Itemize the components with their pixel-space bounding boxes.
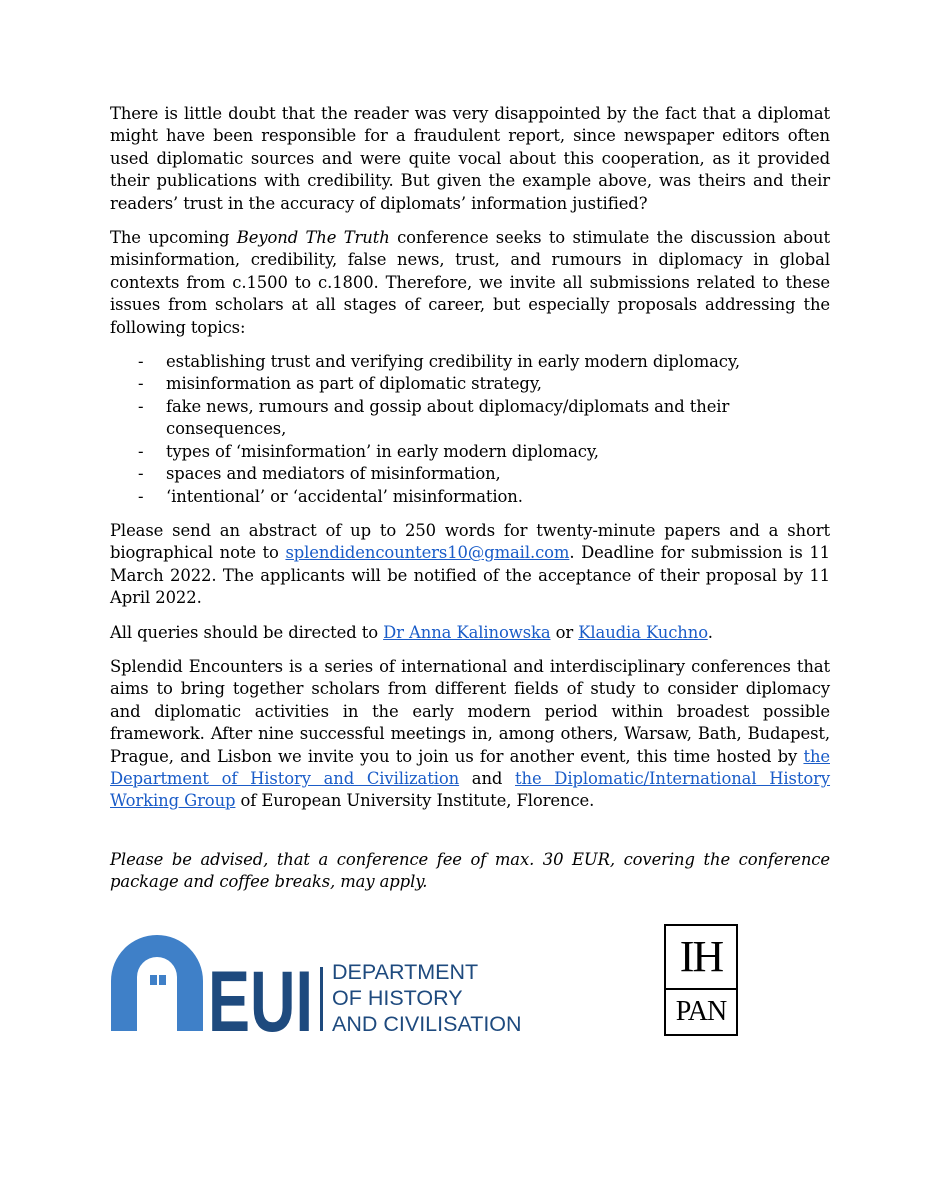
email-link[interactable]: splendidencounters10@gmail.com (285, 543, 570, 563)
text-span: . (707, 622, 713, 642)
list-item (110, 486, 830, 508)
contact-link-kalinowska[interactable]: Dr Anna Kalinowska (383, 622, 551, 642)
conference-title: Beyond The Truth (236, 228, 390, 248)
eui-window (150, 975, 157, 985)
dash-bullet: - (138, 486, 144, 506)
eui-window (159, 975, 166, 985)
text-span: or (550, 622, 579, 642)
eui-logo (111, 935, 531, 1035)
topic-text: misinformation as part of diplomatic strategy, (166, 374, 542, 394)
text-span: All queries should be directed to (110, 622, 384, 642)
paragraph-conference (110, 227, 830, 339)
text-span: Please send an abstract of up to 250 words for twenty-minute papers and a short biographical note to (110, 520, 830, 563)
topic-text: spaces and mediators of misinformation, (166, 464, 501, 484)
eui-department-line3: AND CIVILISATION (332, 1012, 522, 1035)
topics-list (110, 351, 830, 508)
eui-divider (320, 967, 323, 1031)
department-link[interactable]: the Department of History and Civilization (110, 746, 830, 788)
list-item (110, 373, 830, 395)
ihpan-logo (664, 924, 738, 1036)
working-group-link[interactable]: the Diplomatic/International History Working Group (110, 768, 831, 811)
list-item (110, 351, 830, 373)
text-span: The upcoming (110, 228, 237, 248)
text-span: conference seeks to stimulate the discussion about misinformation, credibility, false news, trust, and rumours in diplomacy in global contexts from c.1500 to c.1800. Therefore, we invite all submissions related to these issues from scholars at all stages of career, but especially proposals addressing the following topics: (110, 228, 830, 337)
ihpan-bottom: PAN (675, 996, 727, 1027)
topic-text: ‘intentional’ or ‘accidental’ misinformation. (166, 486, 523, 506)
paragraph-queries (110, 622, 830, 644)
eui-letters: EUI (208, 954, 313, 1035)
dash-bullet: - (138, 464, 144, 484)
dash-bullet: - (138, 374, 144, 394)
text-span: Splendid Encounters is a series of international and interdisciplinary conferences that aims to bring together scholars from different fields of study to consider diplomacy and diplomatic activities in the early modern period within broadest possible framework. After nine successful meetings in, among others, Warsaw, Bath, Budapest, Prague, and Lisbon we invite you to join us for another event, this time hosted by (110, 656, 830, 766)
text-span: of European University Institute, Florence. (235, 791, 595, 811)
fee-note: Please be advised, that a conference fee of max. 30 EUR, covering the conference package and coffee breaks, may apply. (110, 849, 830, 892)
paragraph-intro: There is little doubt that the reader was very disappointed by the fact that a diplomat might have been responsible for a fraudulent report, since newspaper editors often used diplomatic sources and were quite vocal about this cooperation, as it provided their publications with credibility. But given the example above, was theirs and their readers’ trust in the accuracy of diplomats’ information justified? (110, 104, 830, 213)
topic-text: fake news, rumours and gossip about diplomacy/diplomats and their consequences, (166, 396, 730, 439)
paragraph-about (110, 656, 830, 813)
topic-text: establishing trust and verifying credibility in early modern diplomacy, (166, 352, 740, 372)
text-span: . Deadline for submission is 11 March 2022. The applicants will be notified of the acceptance of their proposal by 11 April 2022. (110, 543, 830, 608)
dash-bullet: - (138, 352, 144, 372)
document-body (110, 103, 830, 906)
eui-department-line2: OF HISTORY (332, 986, 463, 1010)
list-item (110, 463, 830, 485)
topic-text: types of ‘misinformation’ in early modern diplomacy, (166, 441, 599, 461)
contact-link-kuchno[interactable]: Klaudia Kuchno (578, 622, 708, 642)
list-item (110, 441, 830, 463)
dash-bullet: - (138, 441, 144, 461)
ihpan-top: IH (666, 926, 736, 990)
paragraph-submission (110, 520, 830, 610)
dash-bullet: - (138, 396, 144, 416)
list-item (110, 396, 830, 441)
text-span: and (459, 768, 516, 788)
eui-department-line1: DEPARTMENT (332, 960, 479, 984)
